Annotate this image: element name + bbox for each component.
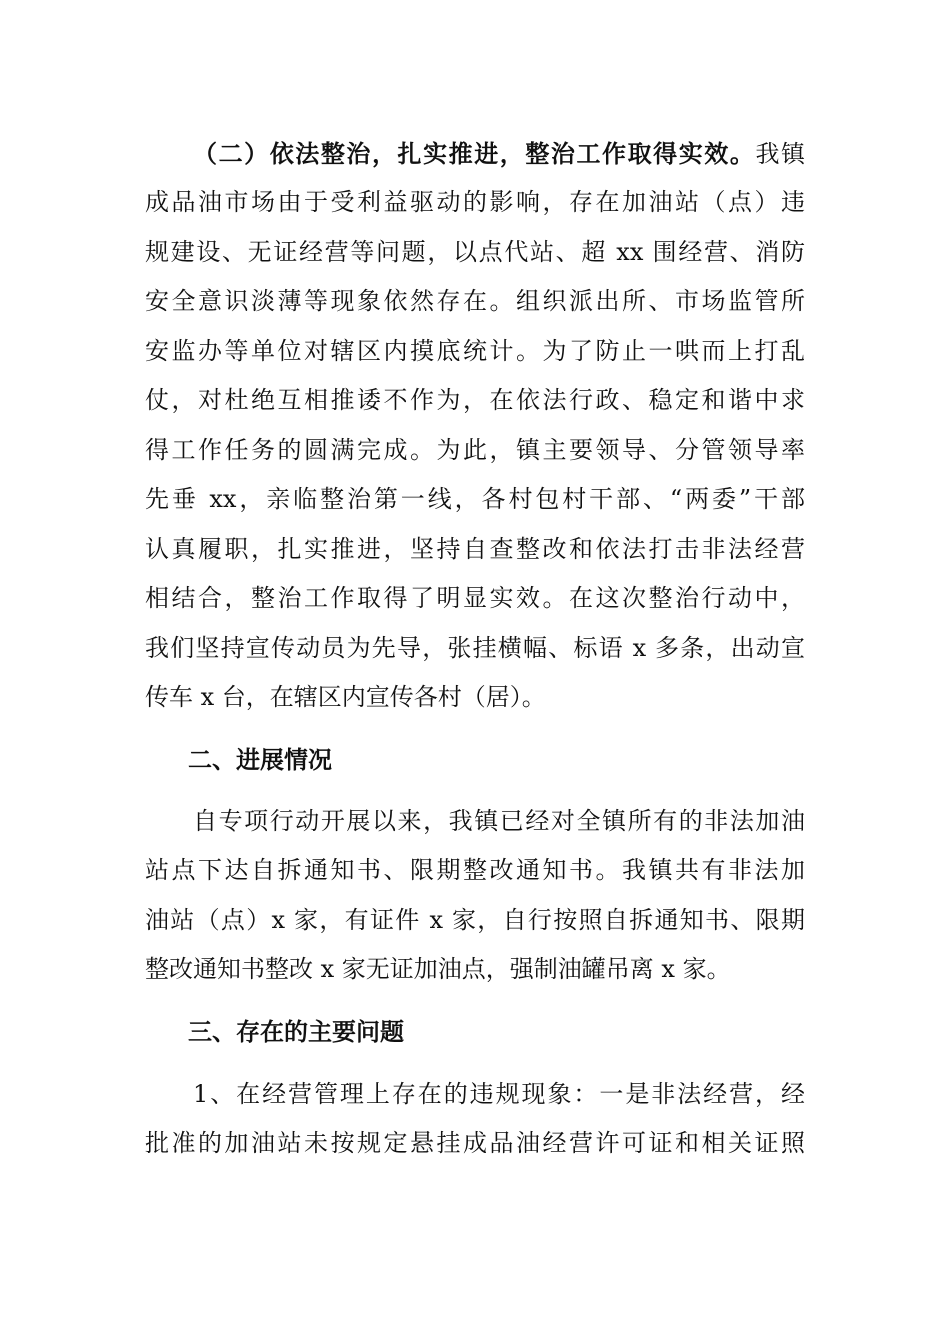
paragraph-line: 相结合，整治工作取得了明显实效。在这次整治行动中， <box>145 584 805 612</box>
paragraph-line: 认真履职，扎实推进，坚持自查整改和依法打击非法经营 <box>145 535 805 563</box>
paragraph-line: 传车 x 台，在辖区内宣传各村（居）。 <box>145 683 546 711</box>
paragraph-line: 规建设、无证经营等问题，以点代站、超 xx 围经营、消防 <box>145 238 805 266</box>
paragraph-line: 自专项行动开展以来，我镇已经对全镇所有的非法加油 <box>193 807 805 835</box>
paragraph-line: 整改通知书整改 x 家无证加油点，强制油罐吊离 x 家。 <box>145 955 731 983</box>
paragraph-line <box>193 138 805 170</box>
paragraph-line: 先垂 xx，亲临整治第一线，各村包村干部、“两委”干部 <box>145 485 805 513</box>
paragraph-text: 我镇 <box>755 140 806 168</box>
paragraph-line: 成品油市场由于受利益驱动的影响，存在加油站（点）违 <box>145 188 805 216</box>
section-heading: 二、进展情况 <box>188 745 332 774</box>
paragraph-line: 站点下达自拆通知书、限期整改通知书。我镇共有非法加 <box>145 856 805 884</box>
paragraph-line: 安监办等单位对辖区内摸底统计。为了防止一哄而上打乱 <box>145 337 805 365</box>
paragraph-line: 我们坚持宣传动员为先导，张挂横幅、标语 x 多条，出动宣 <box>145 634 805 662</box>
section-heading-inline: （二）依法整治，扎实推进，整治工作取得实效。 <box>193 139 756 168</box>
paragraph-line: 油站（点）x 家，有证件 x 家，自行按照自拆通知书、限期 <box>145 906 805 934</box>
paragraph-line: 批准的加油站未按规定悬挂成品油经营许可证和相关证照 <box>145 1129 805 1157</box>
paragraph-line: 得工作任务的圆满完成。为此，镇主要领导、分管领导率 <box>145 436 805 464</box>
paragraph-line: 1、在经营管理上存在的违规现象：一是非法经营，经 <box>193 1080 805 1108</box>
paragraph-line: 安全意识淡薄等现象依然存在。组织派出所、市场监管所 <box>145 287 805 315</box>
paragraph-line: 仗，对杜绝互相推诿不作为，在依法行政、稳定和谐中求 <box>145 386 805 414</box>
section-heading: 三、存在的主要问题 <box>188 1017 404 1046</box>
